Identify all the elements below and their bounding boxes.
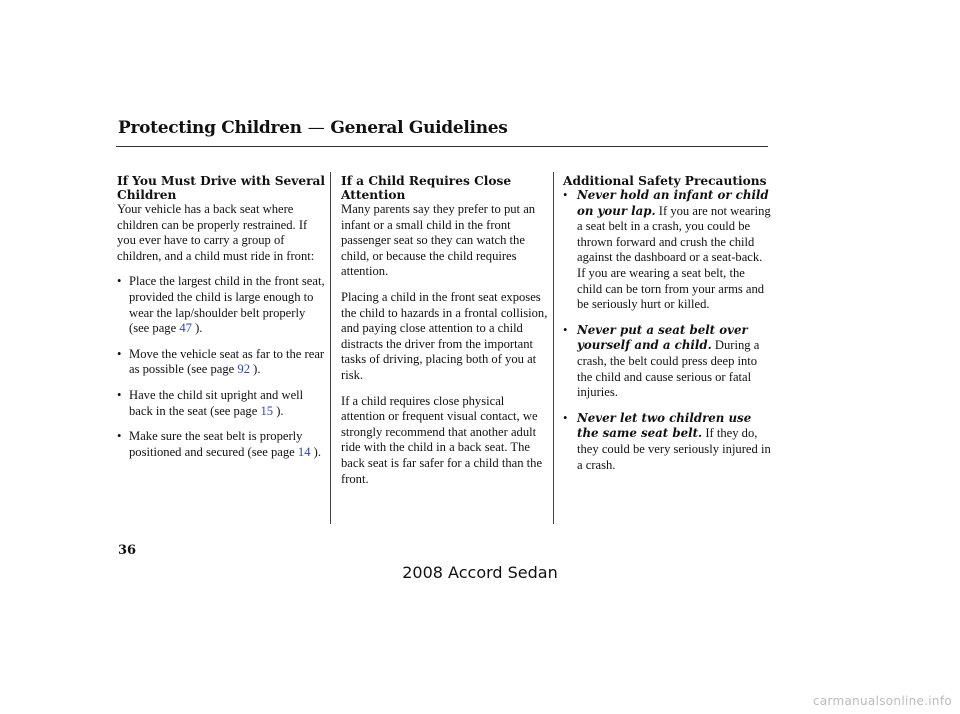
bullet-text: If they do, they could be very seriously injured in a crash. — [577, 426, 771, 472]
bullet-text-end: ). — [310, 444, 321, 459]
bullet-text: Have the child sit upright and well back in the seat (see page — [129, 387, 304, 418]
paragraph: Placing a child in the front seat exposes the child to hazards in a frontal collision, and paying close attention to a child distracts the driver from the important tasks of driving, placing both of you at risk. — [341, 289, 548, 382]
paragraph: Many parents say they prefer to put an infant or a small child in the front passenger seat so they can watch the child, or because the child requires attention. — [341, 202, 536, 279]
intro-paragraph: Your vehicle has a back seat where children can be properly restrained. If you ever have to carry a group of children, and a child must ride in front: — [117, 202, 315, 263]
list-item — [117, 347, 327, 378]
page-number: 36 — [118, 543, 137, 558]
column-divider-1 — [330, 172, 331, 524]
list-item — [117, 388, 327, 419]
column-several-children — [117, 174, 327, 470]
section-heading: Additional Safety Precautions — [563, 174, 767, 188]
bullet-text-end: ). — [191, 321, 203, 336]
paragraph: If a child requires close physical attention or frequent visual contact, we strongly recommend that another adult ride with the child in a back seat. The back seat is far safer for a child than the front. — [341, 393, 543, 486]
page-link[interactable]: 15 — [260, 403, 274, 418]
footer-model-name: 2008 Accord Sedan — [402, 563, 558, 582]
bullet-text-end: ). — [273, 403, 284, 418]
bullet-text: Make sure the seat belt is properly positioned and secured (see page — [129, 429, 303, 459]
column-divider-2 — [553, 172, 554, 524]
subsection-title: General Guidelines — [330, 118, 508, 138]
watermark: carmanualsonline.info — [812, 694, 952, 708]
title-separator: — — [307, 118, 325, 138]
warning-emphasis: Never put a seat belt over yourself and a child. — [577, 322, 748, 353]
header-rule — [116, 146, 768, 147]
bullet-text: During a crash, the belt could press deep into the child and cause serious or fatal injuries. — [577, 338, 760, 400]
list-item — [563, 411, 773, 473]
page-title — [118, 118, 508, 138]
column-close-attention — [341, 174, 549, 497]
bullet-text: Move the vehicle seat as far to the rear as possible (see page — [129, 346, 325, 377]
bullet-text: Place the largest child in the front seat, provided the child is large enough to wear the lap/shoulder belt properly (see page — [129, 274, 325, 336]
page-link[interactable]: 47 — [179, 321, 192, 336]
warning-emphasis: Never let two children use the same seat belt. — [577, 410, 752, 441]
bullet-text-end: ). — [250, 362, 261, 377]
section-heading: If a Child Requires Close Attention — [341, 174, 512, 202]
list-item — [117, 274, 327, 336]
list-item — [117, 429, 327, 460]
section-heading: If You Must Drive with Several Children — [117, 174, 326, 202]
page-link[interactable]: 14 — [297, 444, 311, 459]
list-item — [563, 323, 773, 401]
column-safety-precautions — [563, 174, 773, 483]
bullet-text: If you are not wearing a seat belt in a crash, you could be thrown forward and crush the child against the dashboard or a seat-back. If you are wearing a seat belt, the child can be torn from your arms and be seriously hurt or killed. — [577, 203, 771, 312]
warning-emphasis: Never hold an infant or child on your lap. — [577, 188, 769, 218]
page-link[interactable]: 92 — [237, 362, 251, 377]
section-title: Protecting Children — [118, 118, 302, 138]
list-item — [563, 188, 773, 313]
